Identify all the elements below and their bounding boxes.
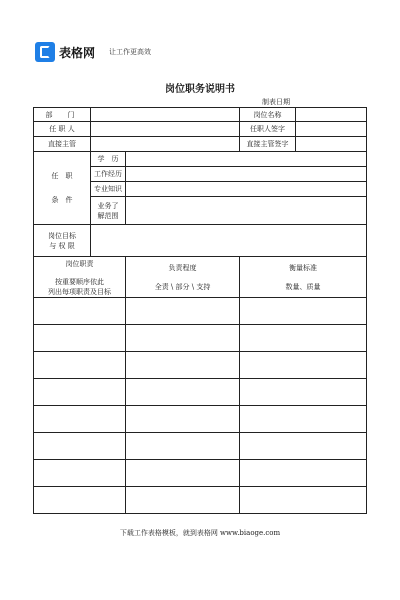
goal-field[interactable] [91,225,367,257]
supervisor-sign-field[interactable] [296,137,367,152]
req-education-field[interactable] [126,152,367,167]
resp-cell[interactable] [126,352,240,379]
req-experience-label: 工作经历 [91,167,126,182]
footer-text: 下载工作表格模板，就到表格网 www.biaoge.com [119,529,281,537]
job-description-form [33,107,367,514]
goal-label-line2: 与 权 限 [49,241,75,250]
goal-label-line1: 岗位目标 [48,231,76,240]
req-scope-label: 业务了解范围 [91,197,126,225]
duty-cell[interactable] [34,433,126,460]
table-row [34,433,367,460]
brand-name: 表格网 [59,45,96,60]
resp-cell[interactable] [126,487,240,514]
req-education-label: 学 历 [91,152,126,167]
table-row [34,487,367,514]
std-col-note: 数量、质量 [285,282,321,291]
duty-cell[interactable] [34,487,126,514]
goal-label [34,225,91,257]
resp-col-header [126,257,240,298]
post-name-label: 岗位名称 [240,108,296,122]
duty-col-title: 岗位职责 [65,260,94,268]
holder-label: 任 职 人 [34,122,91,137]
duty-cell[interactable] [34,298,126,325]
table-row [34,460,367,487]
holder-sign-field[interactable] [296,122,367,137]
duty-cell[interactable] [34,460,126,487]
requirements-label-line2: 条 件 [51,196,73,204]
duty-col-note2: 列出每项职责及目标 [48,288,111,296]
resp-col-options: 全责 \ 部分 \ 支持 [154,282,211,291]
resp-col-title: 负责程度 [168,263,197,272]
std-cell[interactable] [240,352,367,379]
table-row [34,298,367,325]
req-experience-field[interactable] [126,167,367,182]
dept-label: 部 门 [34,108,91,122]
dept-field[interactable] [91,108,240,122]
req-scope-field[interactable] [126,197,367,225]
duty-col-header [34,257,126,298]
resp-cell[interactable] [126,460,240,487]
std-cell[interactable] [240,487,367,514]
std-cell[interactable] [240,406,367,433]
std-cell[interactable] [240,325,367,352]
supervisor-field[interactable] [91,137,240,152]
std-col-title: 衡量标准 [289,263,318,272]
brand-slogan: 让工作更高效 [109,48,152,56]
std-col-header [240,257,367,298]
supervisor-label: 直接主管 [34,137,91,152]
supervisor-sign-label: 直接主管签字 [240,137,296,152]
requirements-label [34,152,91,225]
requirements-label-line1: 任 职 [51,172,73,180]
std-cell[interactable] [240,379,367,406]
holder-sign-label: 任职人签字 [240,122,296,137]
duty-cell[interactable] [34,379,126,406]
holder-field[interactable] [91,122,240,137]
duty-cell[interactable] [34,325,126,352]
resp-cell[interactable] [126,379,240,406]
resp-cell[interactable] [126,298,240,325]
duty-cell[interactable] [34,352,126,379]
doc-title: 岗位职务说明书 [165,84,235,95]
req-knowledge-label: 专业知识 [91,182,126,197]
logo-icon [35,42,55,62]
resp-cell[interactable] [126,433,240,460]
resp-cell[interactable] [126,406,240,433]
std-cell[interactable] [240,460,367,487]
std-cell[interactable] [240,298,367,325]
brand-logo [35,42,151,62]
req-knowledge-field[interactable] [126,182,367,197]
table-row [34,325,367,352]
duty-cell[interactable] [34,406,126,433]
std-cell[interactable] [240,433,367,460]
table-row [34,352,367,379]
duty-col-note1: 按重要顺序依此 [55,278,104,286]
date-label: 制表日期 [262,98,290,106]
resp-cell[interactable] [126,325,240,352]
table-row [34,379,367,406]
table-row [34,406,367,433]
post-name-field[interactable] [296,108,367,122]
